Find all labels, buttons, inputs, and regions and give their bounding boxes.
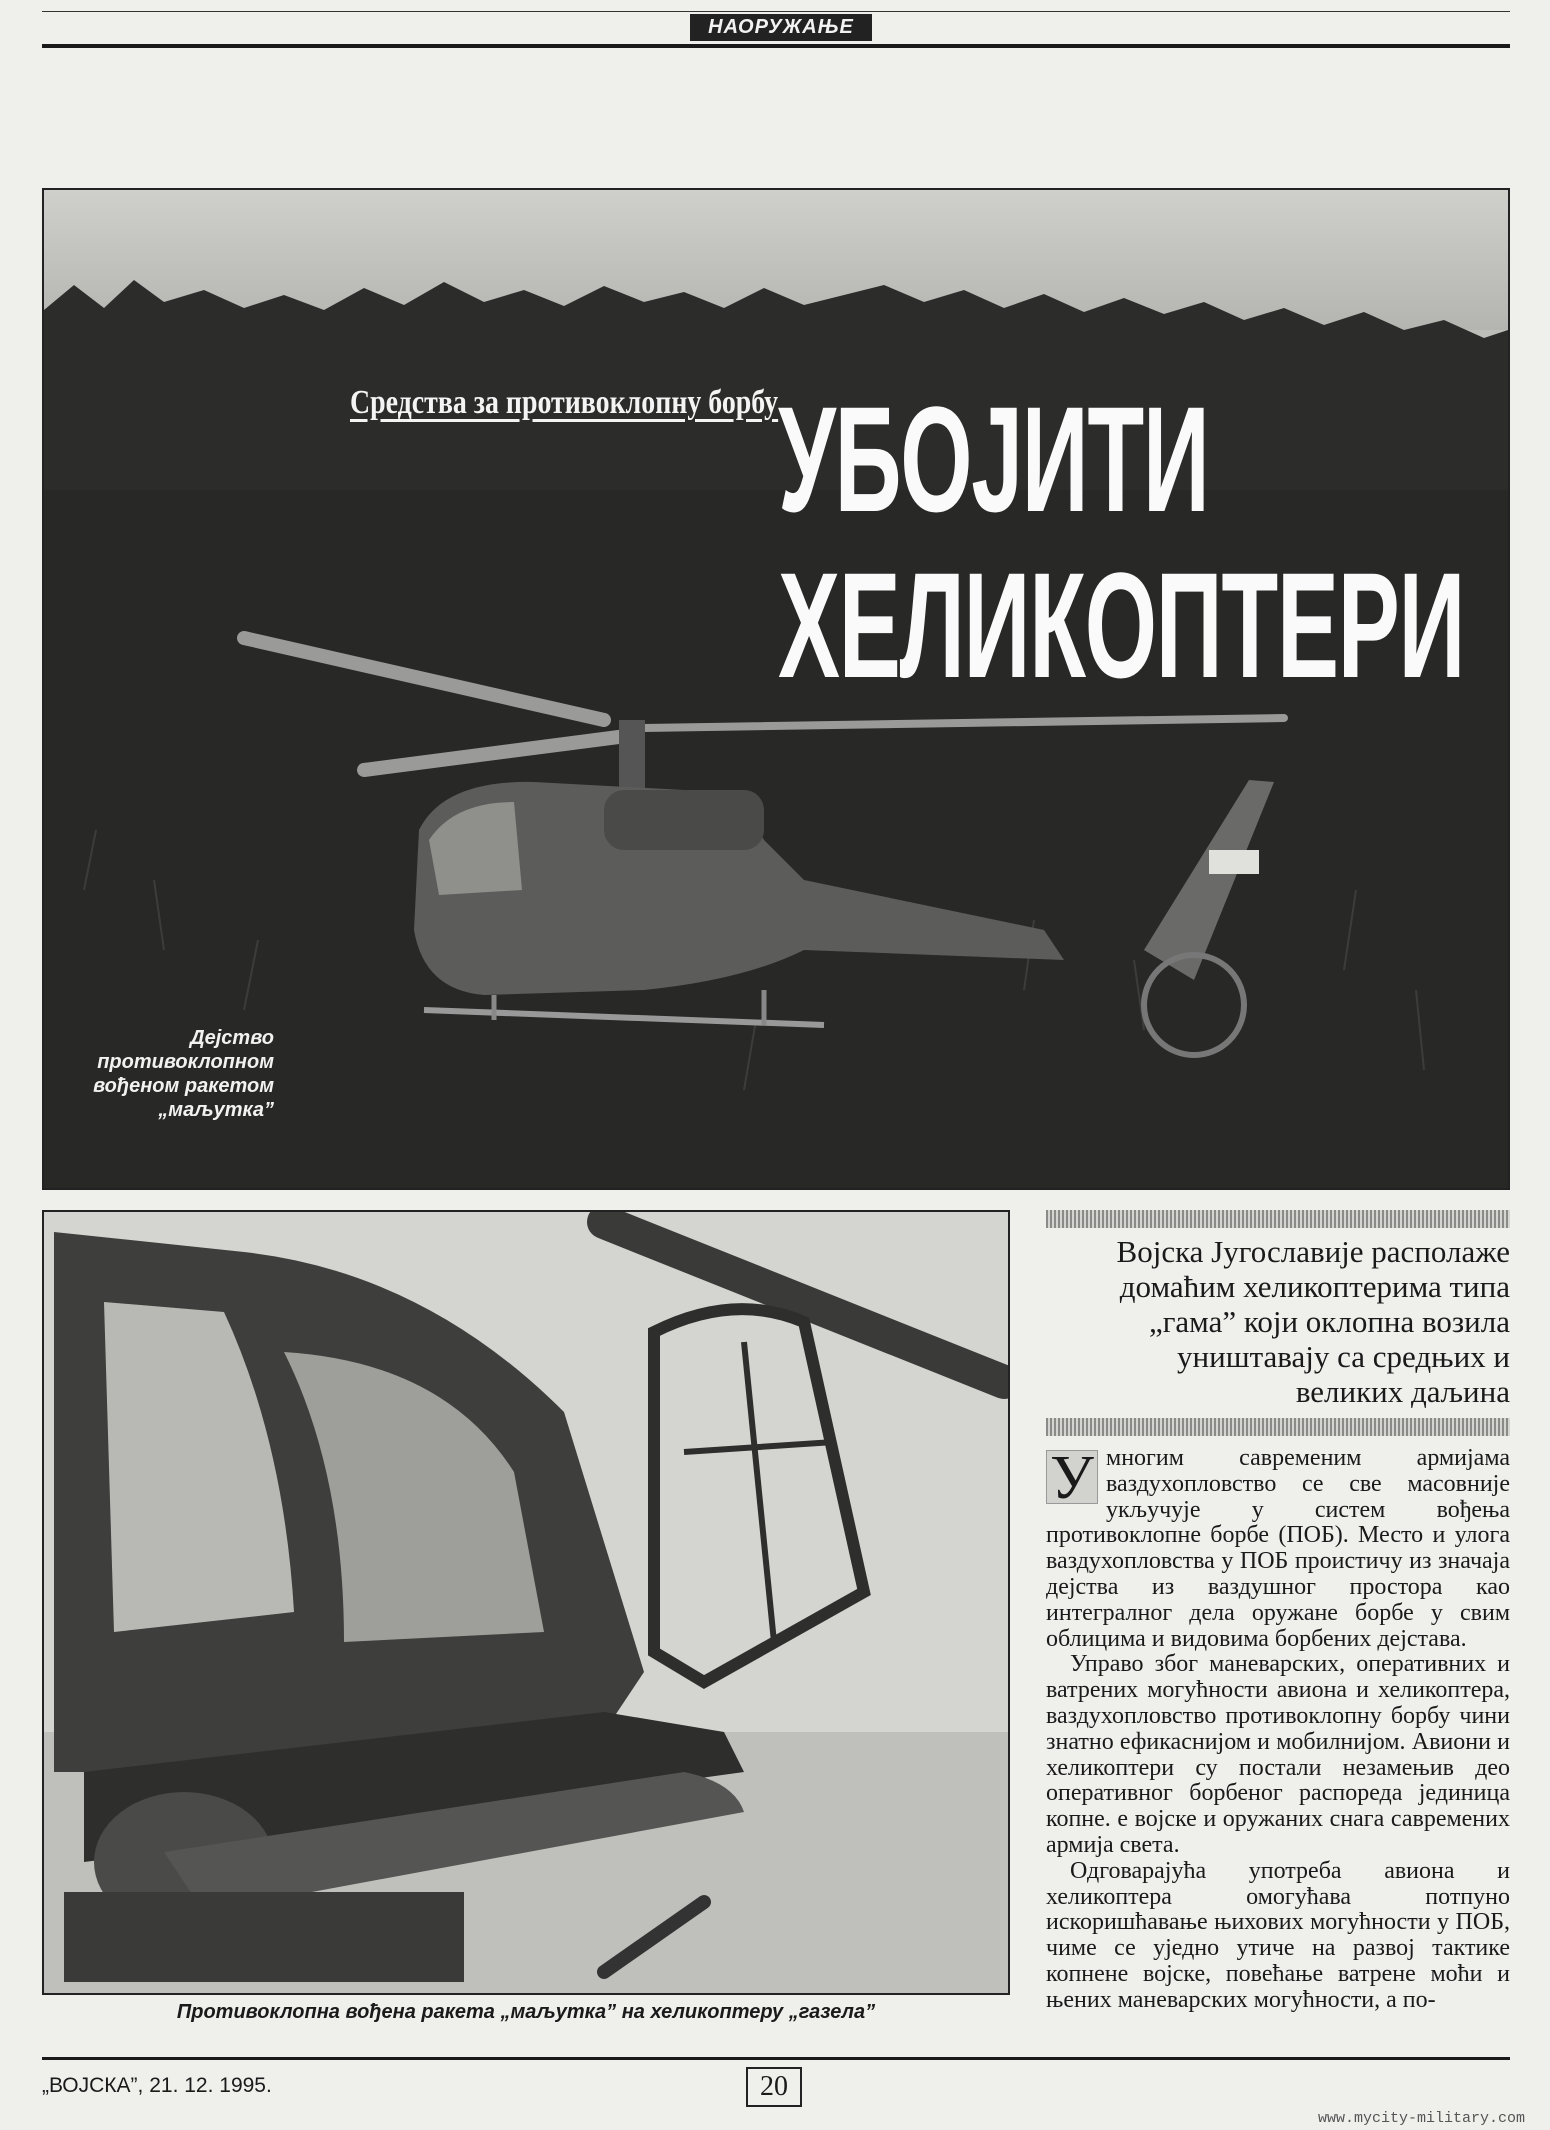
hero-caption-line: Дејство (190, 1027, 274, 1049)
article-deck (1046, 1234, 1510, 1409)
headline-line-2: ХЕЛИКОПТЕРИ (778, 541, 1465, 709)
drop-cap: У (1046, 1450, 1098, 1504)
photo-caption: Противоклопна вођена ракета „маљутка” на хеликоптеру „газела” (176, 2001, 876, 2023)
paragraph: Одговарајућа употреба авиона и хеликоптера омогућава потпуно искоришћавање њихових могућности у ПОБ, чиме се уједно утиче на развој тактике копнене војске, повећање ватрене моћи и њених маневарских могућности, а по- (1046, 1857, 1510, 2013)
article-body (1046, 1446, 1510, 2014)
deck-line: „гама” који оклопна возила (1148, 1304, 1510, 1339)
publication-info: „ВОЈСКА”, 21. 12. 1995. (42, 2074, 272, 2097)
deck-bottom-bar (1046, 1418, 1510, 1436)
footer-rule (42, 2057, 1510, 2060)
article-kicker: Средства за противоклопну борбу (350, 384, 779, 421)
article-headline (778, 376, 1464, 708)
header-rule (42, 44, 1510, 48)
paragraph-text: многим савременим армијама ваздухопловство се све масовније укључује у систем вођења противоклопне борбе (ПОБ). Место и улога ваздухопловства у ПОБ проистичу из значаја дејства из ваздушног простора као интегралног дела оружане борбе у свим облицима и видовима борбених дејстава. (1046, 1445, 1510, 1652)
hero-caption-line: вођеном ракетом (93, 1075, 274, 1097)
hero-photo-caption (60, 1026, 274, 1122)
hero-caption-line: противоклопном (97, 1051, 274, 1073)
paragraph: Управо због маневарских, оперативних и ватрених могућности авиона и хеликоптера, ваздухопловство противоклопну борбу чини знатно ефикаснијом и мобилнијом. Авиони и хеликоптери су постали незамењив део оперативног борбеног распореда јединица копне. е војске и оружаних снага савремених армија света. (1046, 1651, 1510, 1858)
headline-line-1: УБОЈИТИ (778, 375, 1209, 543)
helicopter-cockpit-illustration (44, 1212, 1008, 1993)
page-number: 20 (746, 2067, 802, 2107)
deck-line: великих даљина (1295, 1374, 1510, 1409)
top-rule (42, 11, 1510, 12)
deck-line: домаћим хеликоптерима типа (1119, 1269, 1510, 1304)
section-tag: НАОРУЖАЊЕ (690, 14, 872, 41)
deck-line: Војска Југославије располаже (1116, 1234, 1510, 1269)
paragraph (1046, 1446, 1510, 1652)
deck-top-bar (1046, 1210, 1510, 1228)
deck-line: уништавају са средњих и (1177, 1339, 1510, 1374)
watermark: www.mycity-military.com (1318, 2110, 1526, 2127)
missile-on-helicopter-photo (42, 1210, 1010, 1995)
hero-caption-line: „маљутка” (158, 1099, 274, 1121)
